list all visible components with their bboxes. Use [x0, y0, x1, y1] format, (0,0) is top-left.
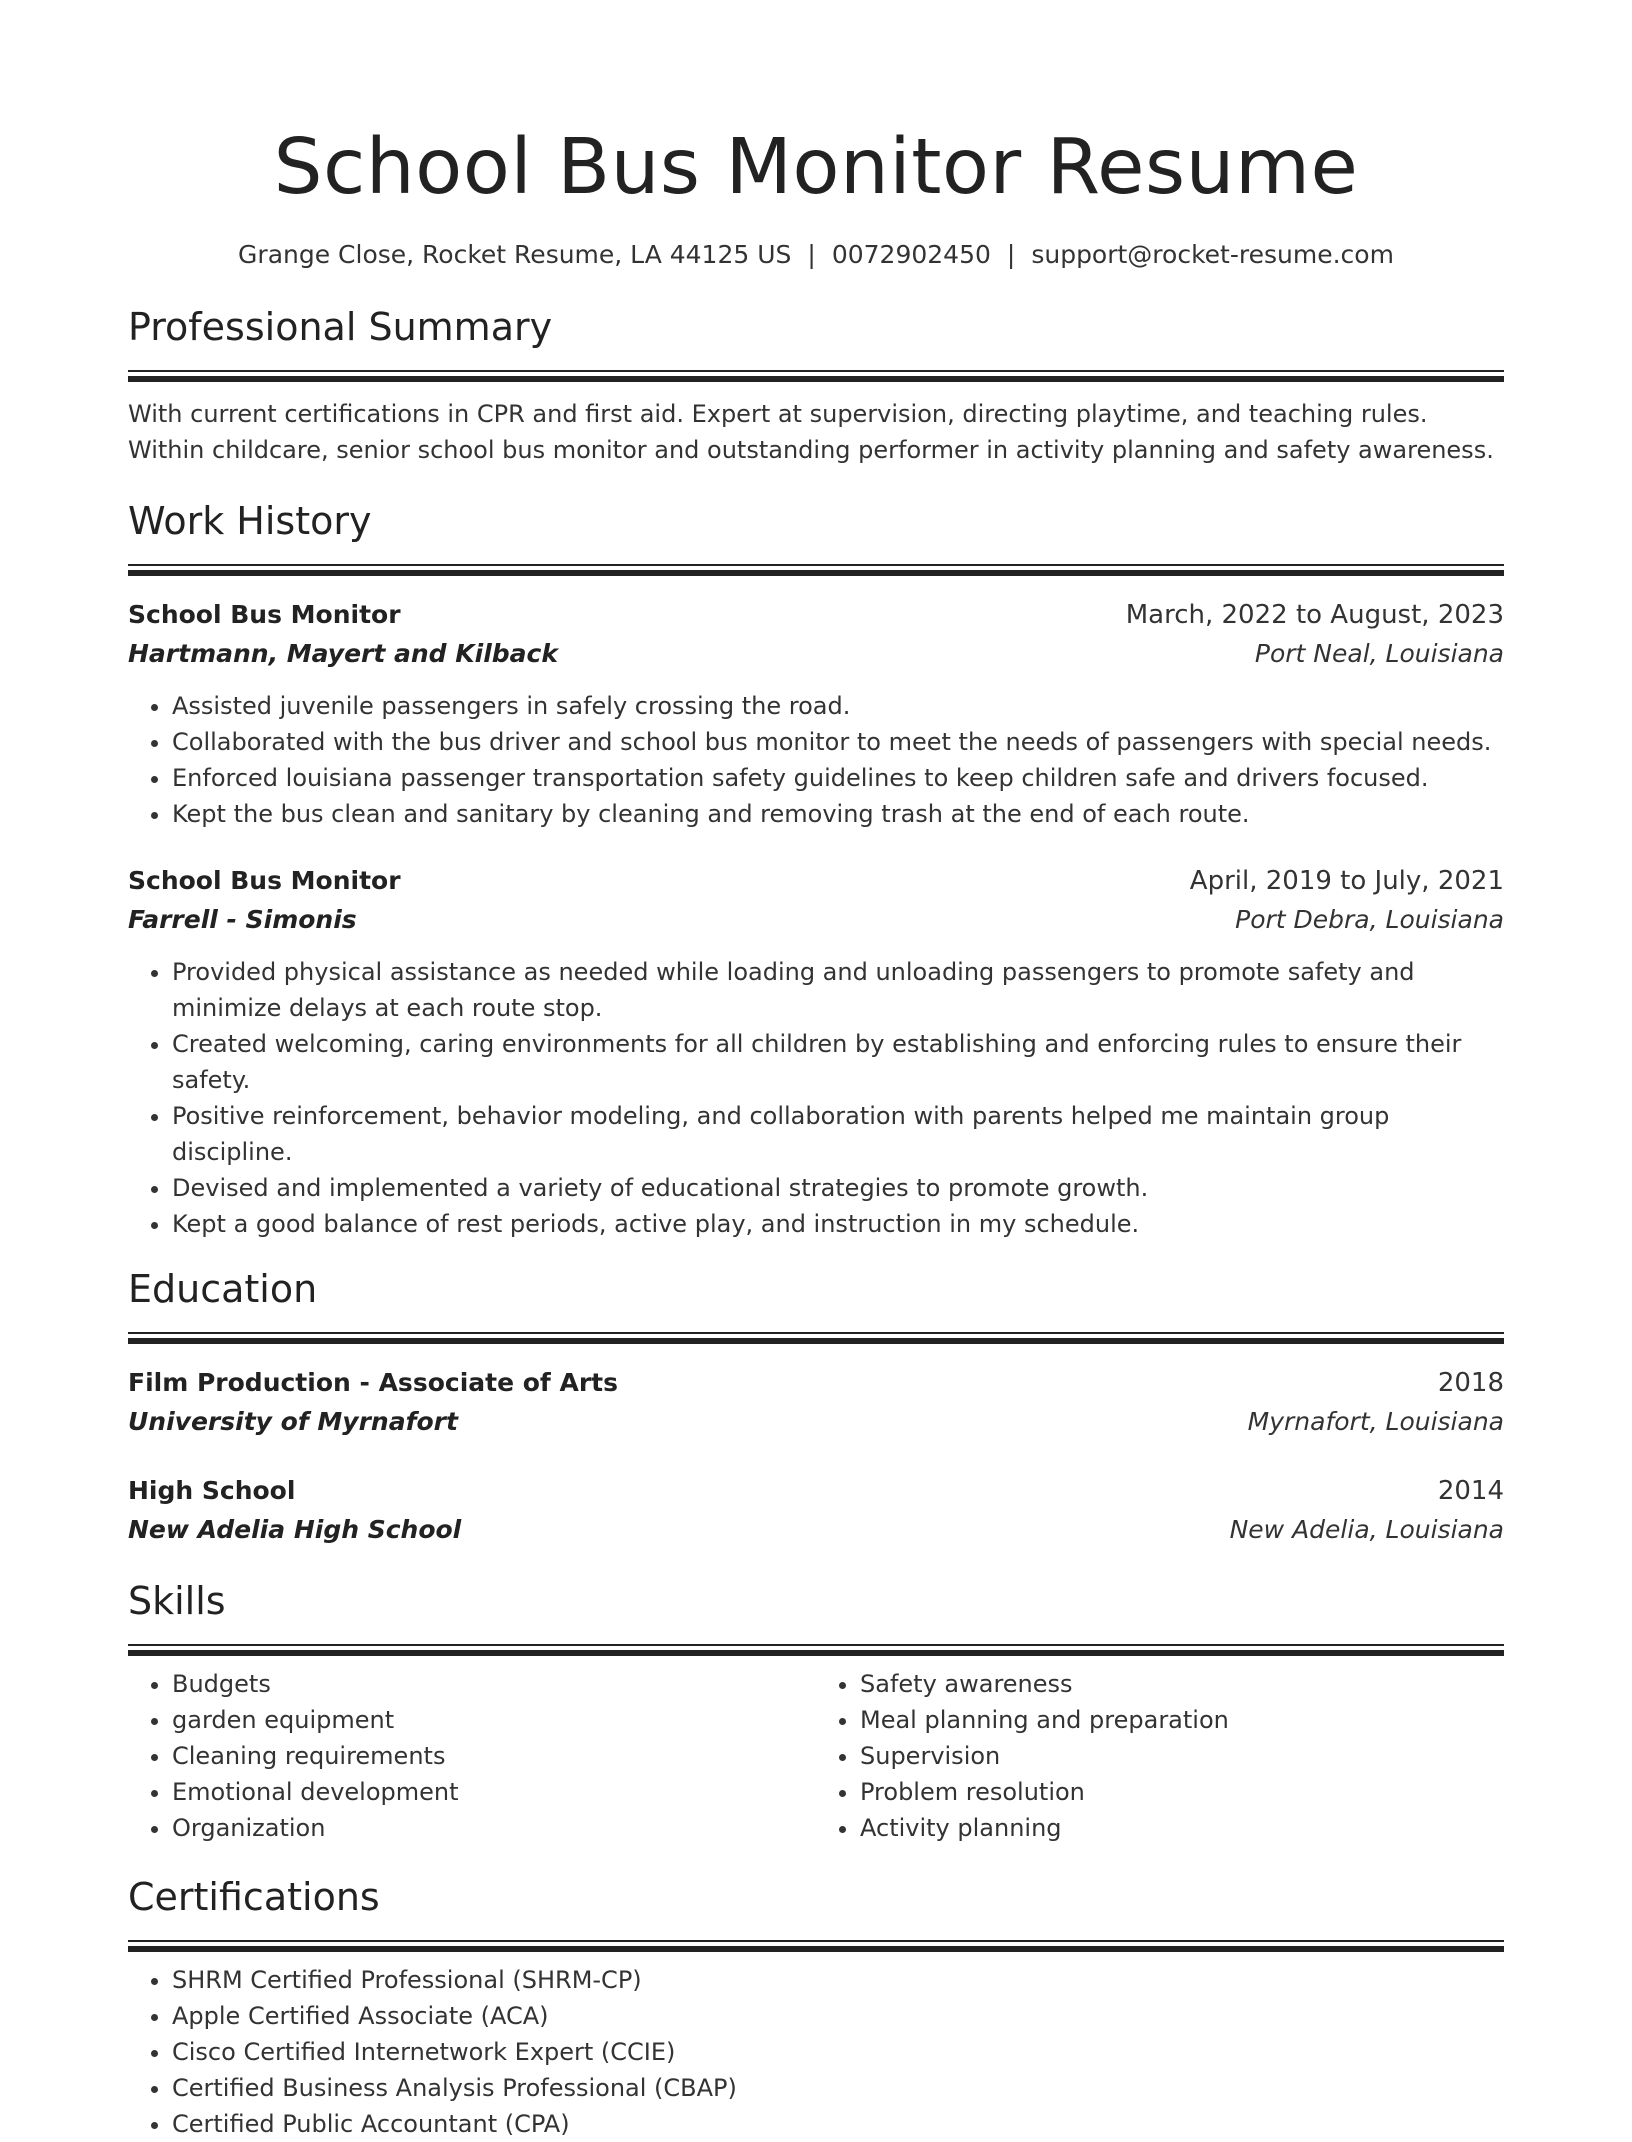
summary-text: With current certifications in CPR and first aid. Expert at supervision, directing playtime, and teaching rules. Within childcare, senior school bus monitor and outstanding performer in activity planning and safety awareness. — [128, 400, 1494, 464]
education-year: 2018 — [1437, 1368, 1504, 1398]
skill-item: • Safety awareness — [860, 1666, 1504, 1702]
summary-section — [128, 302, 1504, 468]
job-duty-item: • Assisted juvenile passengers in safely crossing the road. — [172, 688, 1504, 724]
education-school-row — [128, 1402, 1504, 1442]
section-title-certifications: Certifications — [128, 1875, 380, 1919]
work-history-section — [128, 496, 1504, 1242]
section-title-summary: Professional Summary — [128, 305, 553, 349]
section-title-work-history: Work History — [128, 499, 372, 543]
job-duties-list — [128, 688, 1504, 832]
job-duty-item: • Created welcoming, caring environments for all children by establishing and enforcing rules to ensure their safety. — [172, 1026, 1504, 1098]
skills-list-right — [816, 1666, 1504, 1846]
job-location: Port Debra, Louisiana — [1235, 905, 1504, 934]
contact-separator: | — [807, 240, 816, 269]
job-duty-item: • Collaborated with the bus driver and school bus monitor to meet the needs of passengers with special needs. — [172, 724, 1504, 760]
skill-item: • Emotional development — [172, 1774, 816, 1810]
certification-item: • Certified Public Accountant (CPA) — [172, 2106, 1504, 2142]
education-section — [128, 1264, 1504, 1550]
contact-address: Grange Close, Rocket Resume, LA 44125 US — [238, 240, 792, 269]
job-title: School Bus Monitor — [128, 600, 401, 629]
contact-separator: | — [1006, 240, 1016, 269]
certification-item: • SHRM Certified Professional (SHRM-CP) — [172, 1962, 1504, 1998]
education-location: Myrnafort, Louisiana — [1247, 1407, 1504, 1436]
education-header-row — [128, 1472, 1504, 1510]
job-company: Hartmann, Mayert and Kilback — [128, 639, 558, 668]
job-company: Farrell - Simonis — [128, 905, 357, 934]
skill-item: • Problem resolution — [860, 1774, 1504, 1810]
education-location: New Adelia, Louisiana — [1229, 1515, 1504, 1544]
job-header-row — [128, 596, 1504, 634]
job-company-row — [128, 634, 1504, 674]
certifications-section — [128, 1872, 1504, 2142]
certification-item: • Cisco Certified Internetwork Expert (CCIE) — [172, 2034, 1504, 2070]
education-school: New Adelia High School — [128, 1515, 462, 1544]
skill-item: • Budgets — [172, 1666, 816, 1702]
education-school-row — [128, 1510, 1504, 1550]
section-divider — [128, 564, 1504, 576]
job-entry — [128, 596, 1504, 832]
skills-section — [128, 1576, 1504, 1846]
section-divider — [128, 370, 1504, 382]
certification-item: • Certified Business Analysis Professional (CBAP) — [172, 2070, 1504, 2106]
skills-list-left — [128, 1666, 816, 1846]
education-degree: High School — [128, 1476, 296, 1505]
education-entry — [128, 1472, 1504, 1550]
section-divider — [128, 1940, 1504, 1952]
job-duty-item: • Provided physical assistance as needed while loading and unloading passengers to promote safety and minimize delays at each route stop. — [172, 954, 1504, 1026]
job-duty-item: • Kept a good balance of rest periods, active play, and instruction in my schedule. — [172, 1206, 1504, 1242]
job-dates: March, 2022 to August, 2023 — [1125, 600, 1504, 630]
section-divider — [128, 1644, 1504, 1656]
contact-line — [128, 238, 1504, 272]
job-duty-item: • Enforced louisiana passenger transportation safety guidelines to keep children safe and drivers focused. — [172, 760, 1504, 796]
job-dates: April, 2019 to July, 2021 — [1189, 866, 1504, 896]
skill-item: • garden equipment — [172, 1702, 816, 1738]
contact-phone: 0072902450 — [831, 240, 991, 269]
job-duties-list — [128, 954, 1504, 1242]
certifications-list — [128, 1962, 1504, 2142]
skill-item: • Supervision — [860, 1738, 1504, 1774]
section-title-skills: Skills — [128, 1579, 226, 1623]
job-header-row — [128, 862, 1504, 900]
contact-email: support@rocket-resume.com — [1031, 240, 1394, 269]
education-degree: Film Production - Associate of Arts — [128, 1368, 619, 1397]
job-duty-item: • Positive reinforcement, behavior modeling, and collaboration with parents helped me maintain group discipline. — [172, 1098, 1504, 1170]
skill-item: • Activity planning — [860, 1810, 1504, 1846]
section-title-education: Education — [128, 1267, 318, 1311]
job-location: Port Neal, Louisiana — [1254, 639, 1504, 668]
skill-item: • Cleaning requirements — [172, 1738, 816, 1774]
job-entry — [128, 862, 1504, 1242]
skill-item: • Organization — [172, 1810, 816, 1846]
section-divider — [128, 1332, 1504, 1344]
job-duty-item: • Kept the bus clean and sanitary by cleaning and removing trash at the end of each route. — [172, 796, 1504, 832]
education-year: 2014 — [1437, 1476, 1504, 1506]
skill-item: • Meal planning and preparation — [860, 1702, 1504, 1738]
education-school: University of Myrnafort — [128, 1407, 458, 1436]
job-company-row — [128, 900, 1504, 940]
skills-grid — [128, 1666, 1504, 1846]
education-entry — [128, 1364, 1504, 1442]
job-title: School Bus Monitor — [128, 866, 401, 895]
job-duty-item: • Devised and implemented a variety of educational strategies to promote growth. — [172, 1170, 1504, 1206]
education-header-row — [128, 1364, 1504, 1402]
resume-title: School Bus Monitor Resume — [273, 123, 1359, 212]
certification-item: • Apple Certified Associate (ACA) — [172, 1998, 1504, 2034]
